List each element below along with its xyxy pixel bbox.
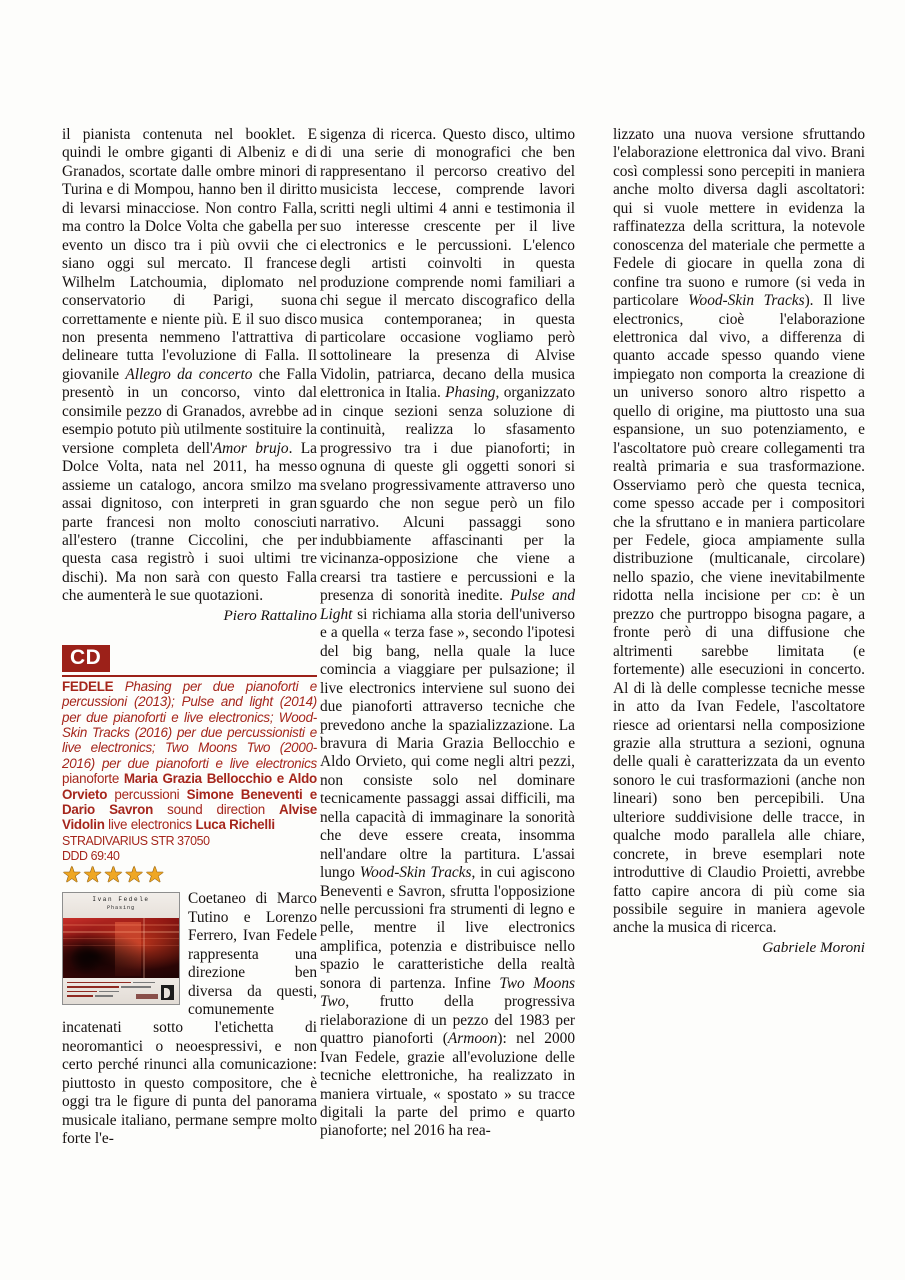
cover-artwork (63, 918, 179, 980)
cd-format-badge: CD (62, 645, 110, 672)
cover-label-wordmark (136, 994, 158, 999)
release-credits (62, 679, 317, 833)
cover-and-text-wrap (62, 890, 317, 1148)
text-run: ): nel 2000 Ivan Fedele, grazie all'evoluzione delle tecniche elettroniche, ha realizzato in maniera virtuale, « spostato » su tracce digitali la parte del primo e quarto pianoforte; nel 2016 ha rea- (320, 1030, 575, 1140)
performer-pianists: Maria Grazia Bellocchio e Aldo Orvieto (62, 771, 317, 802)
text-run: : è un prezzo che purtroppo bisogna pagare, a fronte però di una diffusione che altrimenti sarebbe limitata (e fortemente) alle esecuzioni in concerto. Al di là delle complesse tecniche messe in atto da Ivan Fedele, l'ascoltatore riesce ad orientarsi nella composizione grazie alla struttura a sezioni, ognuna delle quali è caratterizzata da un evento sonoro le cui trasformazioni (anche non lineari) sono ben percepibili. Una ulteriore suddivisione delle tracce, in qualche modo parallela alle chiare, concrete, in breve esemplari note introduttive di Claudio Proietti, avrebbe fatto capire ancora di più come sia possibile seguire in maniera agevole anche la musica di ricerca. (613, 587, 865, 937)
cover-credit-line (133, 982, 155, 984)
author-signature-rattalino: Piero Rattalino (223, 606, 317, 624)
artwork-highlight (115, 922, 141, 976)
work-title-two-moons-two: Two Moons Two (320, 974, 575, 1011)
work-title-armoon: Armoon (447, 1030, 498, 1048)
cd-badge-row (62, 645, 317, 673)
text-run: , in cui agiscono Beneventi e Savron, sfrutta l'opposizione nelle percussioni fra strumenti di legno e pelle, mentre il live electronics amplifica, potenzia e distribuisce nello spazio le caratteristiche della realtà sonora di partenza. Infine (320, 864, 575, 992)
work-title-wood-skin-tracks: Wood-Skin Tracks (688, 292, 805, 310)
cover-credit-line (67, 986, 119, 988)
paragraph-review-end (613, 126, 865, 938)
text-run: il pianista contenuta nel booklet. E quindi le ombre giganti di Albeniz e di Granados, scortate dalle ombre minori di Turina e di Mompou, hanno ben il diritto di levarsi minacciose. Non contro Falla, ma contro la Dolce Volta che gabella per evento un disco tra i più ovvii che ci siano oggi sul mercato. Il francese Wilhelm Latchoumia, diplomato nel conservatorio di Parigi, suona correttamente e niente più. E il suo disco non presenta nemmeno l'attrattiva di delineare tutta l'evoluzione di Falla. Il giovanile (62, 126, 317, 383)
performer-live-electronics: Luca Richelli (195, 817, 275, 833)
paragraph-review-middle (320, 126, 575, 1141)
paragraph-falla-review (62, 126, 317, 606)
works-list: Phasing per due pianoforti e percussioni (2013); Pulse and light (2014) per due pianoforti e live electronics; Wood-Skin Tracks (2016) per due percussionisti e live electronics; Two Moons Two (2000-2016) per due pianoforti e live electronics (62, 678, 317, 771)
stradivarius-logo-icon (161, 985, 174, 1000)
abbreviation-cd: cd (801, 587, 817, 605)
star-icon: ★ (144, 862, 166, 888)
text-run: si richiama alla storia dell'universo e a quella « terza fase », secondo l'ipotesi del big bang, nella quale la luce comincia a viaggiare per pulsazione; il live electronics interviene sul suono dei due pianoforti attraverso tecniche che prevedono anche la spazializzazione. La bravura di Maria Grazia Bellocchio e Aldo Orvieto, qui come negli altri pezzi, non consiste solo nel dominare tecnicamente passaggi assai difficili, ma nella capacità di immaginare la sonorità che deve essere creata, insomma nell'andare oltre la partitura. L'assai lungo (320, 605, 575, 882)
cd-review-block (62, 645, 317, 1148)
cover-credit-line (67, 982, 131, 984)
role-live-electronics: live electronics (108, 817, 192, 833)
format-and-duration: DDD 69:40 (62, 848, 120, 864)
cover-credit-line (121, 986, 151, 988)
author-signature-moroni: Gabriele Moroni (762, 938, 865, 956)
cover-credit-line (95, 995, 113, 997)
column-left (62, 126, 317, 1148)
work-title-amor-brujo: Amor brujo (212, 439, 289, 457)
cover-artist-name: Ivan Fedele (92, 896, 150, 904)
text-run: , frutto della progressiva rielaborazione di un pezzo del 1983 per quattro pianoforti ( (320, 993, 575, 1048)
label-catalog-number: STRADIVARIUS STR 37050 (62, 832, 210, 848)
artwork-shadow (69, 944, 103, 974)
star-icon: ★ (124, 862, 145, 888)
three-column-layout (62, 126, 865, 1148)
performer-percussionists: Simone Beneventi e Dario Savron (62, 786, 317, 818)
text-run: . La Dolce Volta, nata nel 2011, ha messo assieme un catalogo, ancora smilzo ma assai dignitoso, con interpreti in gran parte francesi non molto conosciuti all'estero (tranne Ciccolini, che per questa casa registrò i suoi ultimi tre dischi). Ma non sarà con questo Falla che aumenterà le sue quotazioni. (62, 439, 317, 605)
paragraph-fedele-intro: Coetaneo di Marco Tutino e Lorenzo Ferrero, Ivan Fedele rappresenta una direzione ben diversa da questi, comunemente incatenati sotto l'etichetta di neoromantici o neoespressivi, e non certo perché rinunci alla comunicazione: piuttosto in questo compositore, che è oggi tra le figure di punta del panorama musicale italiano, permane sempre molto forte l'e- (62, 890, 317, 1148)
cover-album-title: Phasing (106, 905, 136, 912)
star-rating (62, 864, 317, 886)
horizontal-rule (62, 675, 317, 677)
work-title-pulse-and-light: Pulse and Light (320, 587, 575, 623)
work-title-allegro-da-concerto: Allegro da concerto (125, 365, 253, 383)
album-cover-image (62, 892, 180, 1005)
performer-sound-director: Alvise Vidolin (62, 802, 317, 833)
role-percussioni: percussioni (114, 786, 180, 802)
artwork-vertical-line (143, 918, 145, 980)
text-run: lizzato una nuova versione sfruttando l'elaborazione elettronica dal vivo. Brani così complessi sono percepiti in maniera anche molto diversa dagli ascoltatori: qui si vuole mettere in evidenza la raffinatezza della scrittura, la notevole conoscenza del materiale che permette a Fedele di giocare in quella zona di confine tra suono e rumore (si veda in particolare (613, 126, 865, 310)
work-title-phasing: Phasing (445, 384, 496, 402)
cover-credit-line (67, 995, 93, 997)
role-sound-direction: sound direction (167, 802, 265, 818)
cover-bottom-band (63, 978, 179, 1004)
column-right (613, 126, 865, 1136)
text-run: ). Il live electronics, cioè l'elaborazione elettronica dal vivo, a differenza di quanto accade spesso quando viene impiegato non comporta la creazione di un universo sonoro altro rispetto a quello di origine, ma piuttosto una sua espansione, un suo potenziamento, e l'ascoltatore può creare collegamenti tra realtà primaria e sua trasformazione. Osserviamo però che questa tecnica, come spesso accade per i compositori che la sfruttano e in maniera particolare per Fedele, gioca ampiamente sulla distribuzione (multicanale, circolare) nello spazio, che viene inevitabilmente ridotta nella incisione per (613, 292, 865, 605)
work-title-wood-skin-tracks: Wood-Skin Tracks (359, 864, 472, 882)
text-run: sigenza di ricerca. Questo disco, ultimo di una serie di monografici che ben rappresentano il percorso creativo del musicista leccese, comprende lavori scritti negli ultimi 4 anni e testimonia il suo interesse crescente per il live electronics e le percussioni. L'elenco degli artisti coinvolti in questa produzione comprende nomi familiari a chi segue il mercato discografico della musica contemporanea; in questa particolare occasione vogliamo però sottolineare la presenza di Alvise Vidolin, patriarca, decano della musica elettronica in Italia. (320, 126, 575, 402)
column-center (320, 126, 575, 1140)
text-run: , organizzato in cinque sezioni senza soluzione di continuità, realizza lo sfasamento progressivo tra i due pianoforti; in ognuna di queste gli oggetti sonori si svelano progressivamente attraverso uno sguardo che non segue però un filo narrativo. Alcuni passaggi sono indubbiamente affascinanti per la vicinanza-opposizione che viene a crearsi tra tastiere e percussioni e la presenza di sonorità inedite. (320, 384, 575, 605)
star-icon: ★ (82, 862, 104, 888)
star-icon: ★ (103, 862, 125, 888)
text-run: che Falla presentò in un concorso, vinto dal consimile pezzo di Granados, avrebbe ad esempio potuto più utilmente sostituire la versione completa dell' (62, 365, 317, 457)
star-icon: ★ (62, 862, 83, 888)
cover-credit-line (99, 991, 119, 993)
role-pianoforte: pianoforte (62, 771, 120, 787)
composer-name: FEDELE (62, 678, 114, 694)
cover-credit-line (67, 991, 97, 993)
